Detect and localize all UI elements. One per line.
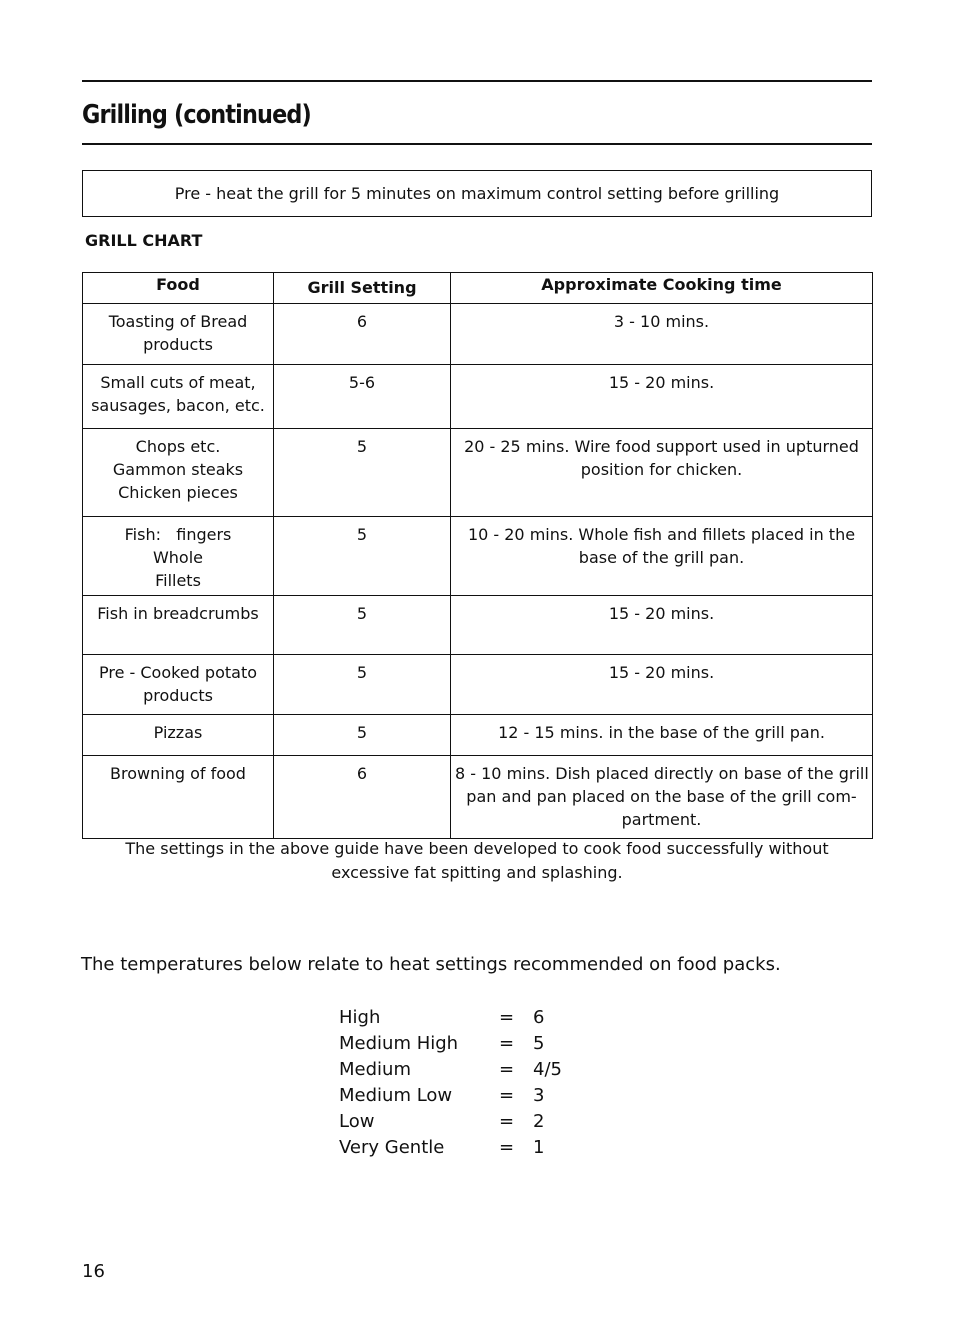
header-grill-setting: Grill Setting [274,273,451,304]
cell-line: 15 - 20 mins. [608,604,715,623]
cell-line: Gammon steaks [112,460,244,479]
cooking-time-cell [451,365,873,429]
cell-line: Chops etc. [135,437,221,456]
cell-line: 15 - 20 mins. [608,663,715,682]
heat-setting-name: Medium Low [339,1085,453,1106]
heat-setting-row [339,1005,562,1031]
cell-line: Fish in breadcrumbs [97,604,259,623]
heat-setting-equals: = [499,1085,515,1106]
food-cell [83,304,274,365]
food-cell [83,429,274,517]
cell-line: partment. [621,810,702,829]
cooking-time-cell [451,304,873,365]
cell-line: 20 - 25 mins. Wire food support used in upturned [464,437,859,456]
heat-setting-value: 5 [533,1033,545,1054]
cell-line: Whole [152,548,204,567]
cooking-time-cell [451,756,873,839]
heat-setting-row [339,1031,562,1057]
cell-line: 5 [356,525,368,544]
cell-line: 5 [356,723,368,742]
table-row [83,365,873,429]
heat-setting-value: 6 [533,1007,545,1028]
heat-setting-equals: = [499,1007,515,1028]
page-title: Grilling (continued) [82,100,311,130]
preheat-notice: Pre - heat the grill for 5 minutes on maximum control setting before grilling [174,184,780,203]
cell-line: Fish: fingers [124,525,232,544]
cell-line: Browning of food [110,764,246,783]
table-row [83,596,873,655]
grill-setting-cell [274,596,451,655]
cell-line: 10 - 20 mins. Whole fish and fillets placed in the [467,525,856,544]
cell-line: Fillets [155,571,201,590]
footnote-line: The settings in the above guide have been developed to cook food successfully without [125,839,829,858]
heat-setting-name: High [339,1007,381,1028]
cooking-time-cell [451,429,873,517]
cell-line: Small cuts of meat, [100,373,256,392]
grill-chart-table [82,272,873,839]
grill-setting-cell [274,429,451,517]
cell-line: 12 - 15 mins. in the base of the grill pan. [498,723,825,742]
cell-line: 6 [356,312,368,331]
footnote-line: excessive fat spitting and splashing. [331,863,623,882]
grill-setting-cell [274,304,451,365]
food-cell [83,756,274,839]
heat-setting-value: 3 [533,1085,545,1106]
heat-settings-intro: The temperatures below relate to heat settings recommended on food packs. [81,954,781,975]
heat-setting-row [339,1109,562,1135]
food-cell [83,517,274,596]
table-row [83,756,873,839]
grill-setting-cell [274,756,451,839]
heat-setting-equals: = [499,1111,515,1132]
heat-setting-value: 1 [533,1137,545,1158]
heat-setting-row [339,1057,562,1083]
cooking-time-cell [451,517,873,596]
heat-setting-name: Very Gentle [339,1137,445,1158]
table-row [83,304,873,365]
cell-line: 8 - 10 mins. Dish placed directly on base of the grill [455,764,869,783]
cooking-time-cell [451,655,873,715]
cooking-time-cell [451,715,873,756]
header-food: Food [83,273,274,304]
table-header-row [83,273,873,304]
heat-setting-name: Medium High [339,1033,459,1054]
cell-line: Pizzas [153,723,203,742]
grill-setting-cell [274,655,451,715]
grill-setting-cell [274,517,451,596]
cell-line: 6 [356,764,368,783]
title-underline [82,143,872,145]
cell-line: Chicken pieces [118,483,238,502]
cell-line: 3 - 10 mins. [613,312,710,331]
grill-setting-cell [274,365,451,429]
heat-setting-equals: = [499,1033,515,1054]
table-row [83,715,873,756]
cell-line: position for chicken. [580,460,743,479]
food-cell [83,715,274,756]
cell-line: products [143,335,213,354]
food-cell [83,365,274,429]
table-row [83,429,873,517]
cell-line: products [143,686,213,705]
cell-line: pan and pan placed on the base of the grill com- [466,787,857,806]
heat-setting-equals: = [499,1137,515,1158]
cell-line: 5 [356,604,368,623]
grill-setting-cell [274,715,451,756]
heat-settings-list [339,1005,562,1161]
heat-setting-name: Low [339,1111,375,1132]
cell-line: 5-6 [348,373,376,392]
page-number: 16 [82,1261,105,1282]
heat-setting-row [339,1083,562,1109]
grill-chart-label: GRILL CHART [85,231,203,250]
top-rule [82,80,872,82]
heat-setting-name: Medium [339,1059,411,1080]
cell-line: 5 [356,663,368,682]
preheat-notice-box [82,170,872,217]
cell-line: Pre - Cooked potato [99,663,257,682]
cell-line: base of the grill pan. [578,548,745,567]
table-row [83,655,873,715]
table-footnote [82,837,872,885]
table-row [83,517,873,596]
heat-setting-row [339,1135,562,1161]
header-cooking-time: Approximate Cooking time [451,273,873,304]
cell-line: sausages, bacon, etc. [91,396,265,415]
cooking-time-cell [451,596,873,655]
cell-line: 15 - 20 mins. [608,373,715,392]
heat-setting-equals: = [499,1059,515,1080]
food-cell [83,655,274,715]
heat-setting-value: 4/5 [533,1059,562,1080]
cell-line: Toasting of Bread [108,312,248,331]
cell-line: 5 [356,437,368,456]
heat-setting-value: 2 [533,1111,545,1132]
food-cell [83,596,274,655]
